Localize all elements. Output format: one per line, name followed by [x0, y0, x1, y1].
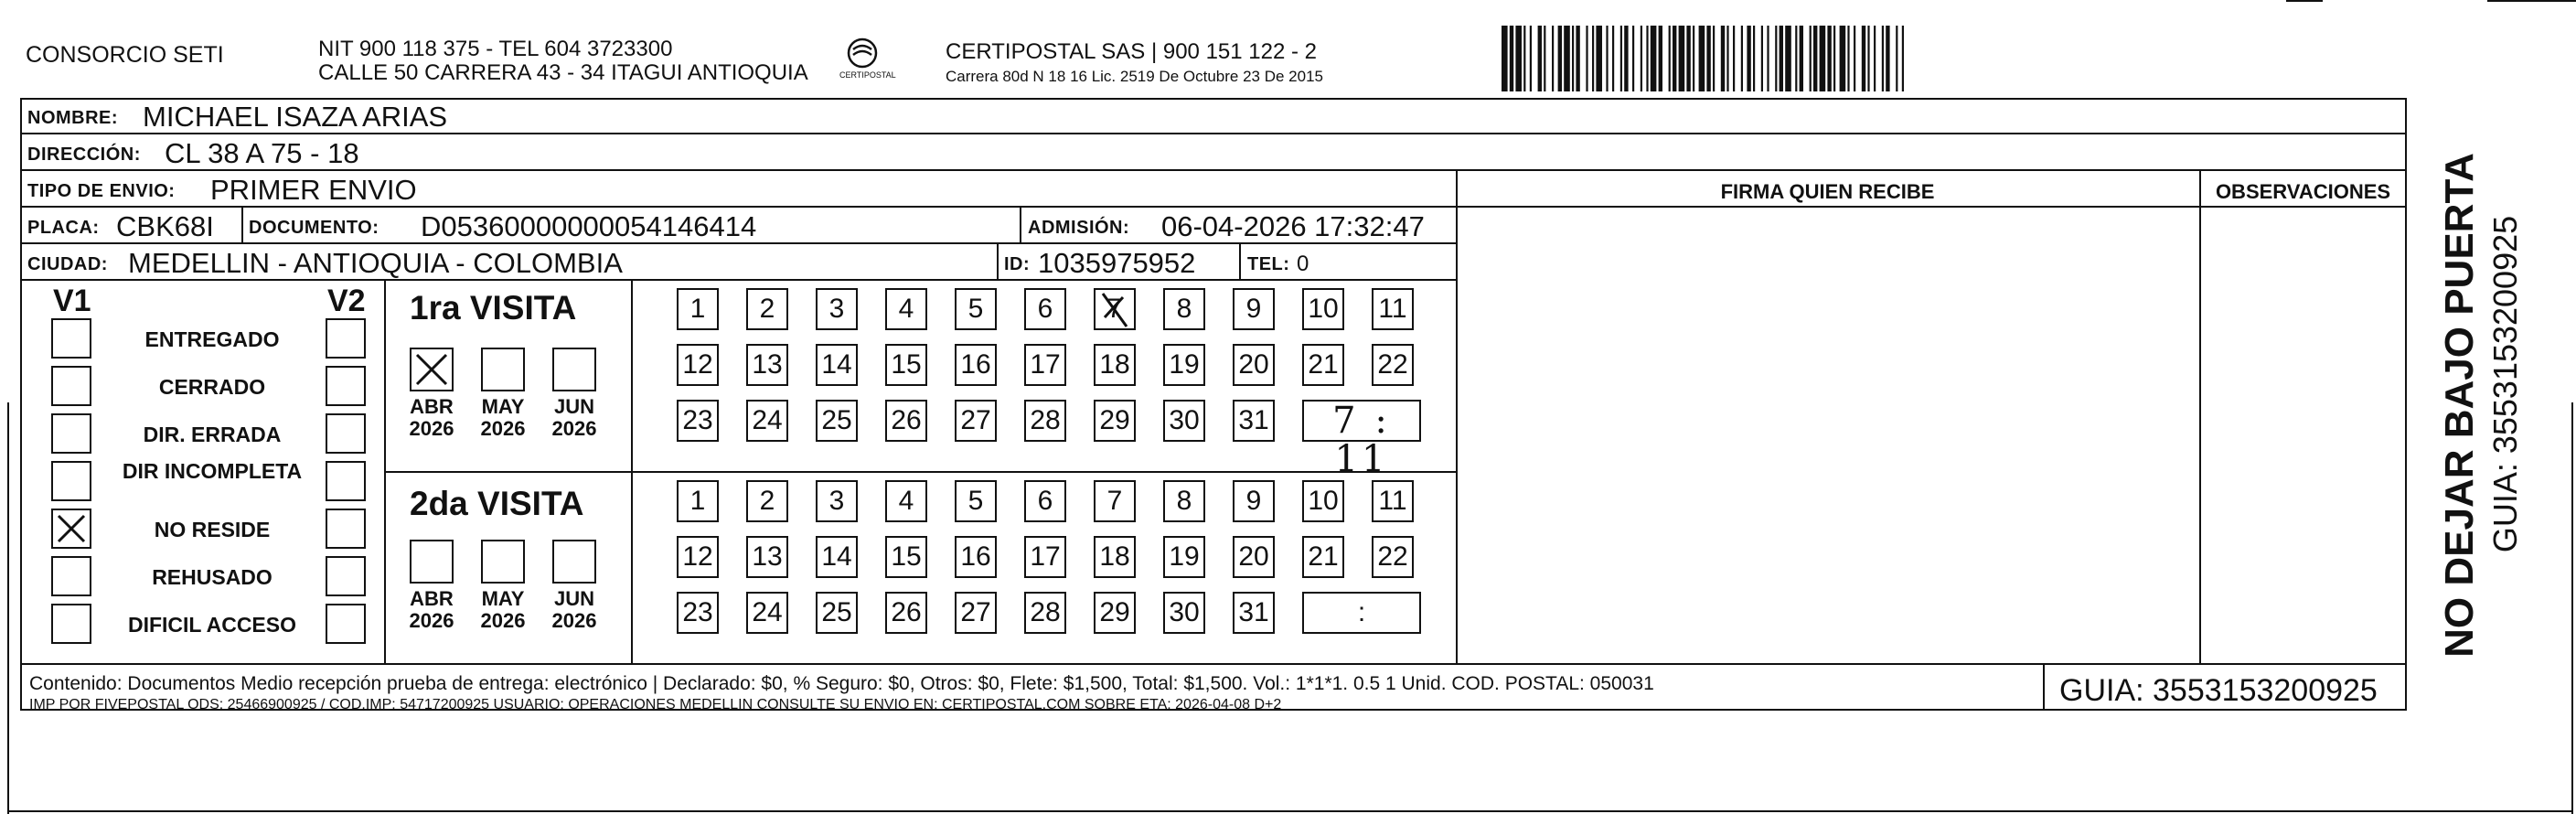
admision-value: 06-04-2026 17:32:47: [1161, 210, 1425, 242]
day-checkbox[interactable]: 22: [1372, 536, 1414, 578]
row-divider: [20, 279, 1456, 281]
status-checkbox-v1[interactable]: [51, 604, 91, 644]
month-checkbox[interactable]: [481, 348, 525, 391]
status-label: ENTREGADO: [144, 327, 280, 351]
barcode-bar: [1679, 26, 1685, 91]
status-checkbox-v2[interactable]: [326, 604, 366, 644]
barcode-bar: [1612, 26, 1614, 91]
day-checkbox[interactable]: 20: [1233, 536, 1275, 578]
barcode-bar: [1753, 26, 1755, 91]
barcode-bar: [1775, 26, 1777, 91]
barcode-bar: [1699, 26, 1705, 91]
month-label: MAY 2026: [480, 395, 526, 441]
status-checkbox-v1[interactable]: [51, 366, 91, 406]
status-checkbox-v2[interactable]: [326, 318, 366, 359]
v1-header: V1: [53, 284, 91, 318]
month-checkbox[interactable]: [552, 348, 596, 391]
day-checkbox[interactable]: 31: [1233, 400, 1275, 442]
barcode-bar: [1800, 26, 1803, 91]
barcode-bar: [1847, 26, 1849, 91]
barcode-bar: [1886, 26, 1889, 91]
row-divider: [20, 206, 2407, 208]
visit-divider: [384, 471, 1456, 473]
day-checkbox[interactable]: 17: [1024, 536, 1066, 578]
day-checkbox[interactable]: 23: [677, 400, 719, 442]
tel-label: TEL:: [1247, 254, 1290, 274]
status-label: DIFICIL ACCESO: [127, 613, 296, 637]
day-checkbox[interactable]: 22: [1372, 344, 1414, 386]
barcode-bar: [1813, 26, 1817, 91]
day-checkbox[interactable]: 9: [1233, 480, 1275, 522]
barcode-bar: [1564, 26, 1570, 91]
status-checkbox-v2[interactable]: [326, 413, 366, 454]
status-checkbox-v2[interactable]: [326, 509, 366, 549]
certipostal-logo: [839, 37, 896, 88]
status-checkbox-v2[interactable]: [326, 461, 366, 501]
barcode-bar: [1721, 26, 1725, 91]
barcode-bar: [1713, 26, 1715, 91]
certipostal-line: CERTIPOSTAL SAS | 900 151 122 - 2: [946, 39, 1317, 64]
day-checkbox[interactable]: 5: [955, 288, 997, 330]
address-line: CALLE 50 CARRERA 43 - 34 ITAGUI ANTIOQUIA: [318, 60, 808, 85]
status-checkbox-v1[interactable]: [51, 556, 91, 596]
barcode-bar: [1874, 26, 1876, 91]
tipo-envio-value: PRIMER ENVIO: [210, 174, 417, 206]
day-checkbox[interactable]: 23: [677, 592, 719, 634]
day-checkbox[interactable]: 30: [1163, 592, 1205, 634]
day-checkbox[interactable]: [1094, 288, 1136, 330]
day-checkbox[interactable]: 21: [1302, 344, 1344, 386]
day-checkbox[interactable]: 26: [885, 592, 927, 634]
col-divider: [1456, 169, 1458, 663]
day-checkbox[interactable]: 26: [885, 400, 927, 442]
barcode-bar: [1515, 26, 1522, 91]
v2-header: V2: [327, 284, 366, 318]
day-checkbox[interactable]: 1: [677, 480, 719, 522]
barcode-bar: [1502, 26, 1508, 91]
day-checkbox[interactable]: 18: [1094, 536, 1136, 578]
day-checkbox[interactable]: 9: [1233, 288, 1275, 330]
ciudad-label: CIUDAD:: [27, 254, 108, 274]
barcode-bar: [1741, 26, 1743, 91]
day-checkbox[interactable]: 14: [816, 344, 858, 386]
day-checkbox[interactable]: 2: [746, 480, 788, 522]
day-checkbox[interactable]: 29: [1094, 400, 1136, 442]
barcode-bar: [1572, 26, 1574, 91]
direccion-value: CL 38 A 75 - 18: [165, 137, 359, 169]
side-warning: NO DEJAR BAJO PUERTA: [2437, 153, 2482, 658]
day-checkbox[interactable]: 30: [1163, 400, 1205, 442]
month-label: JUN 2026: [551, 587, 597, 633]
visit2-title: 2da VISITA: [410, 485, 584, 522]
side-guia: GUIA: 3553153200925: [2486, 215, 2524, 553]
barcode-bar: [1659, 26, 1662, 91]
month-checkbox[interactable]: [410, 540, 454, 584]
status-label: DIR INCOMPLETA: [122, 459, 303, 483]
barcode-bar: [1693, 26, 1694, 91]
cell-divider: [1239, 242, 1241, 279]
direccion-label: DIRECCIÓN:: [27, 145, 141, 165]
status-checkbox-v1[interactable]: [51, 461, 91, 501]
day-checkbox[interactable]: 17: [1024, 344, 1066, 386]
barcode-bar: [1733, 26, 1735, 91]
day-checkbox[interactable]: 25: [816, 400, 858, 442]
observaciones-header: OBSERVACIONES: [2215, 180, 2391, 203]
day-checkbox[interactable]: 28: [1024, 592, 1066, 634]
status-checkbox-v1[interactable]: [51, 509, 91, 549]
barcode-bar: [1592, 26, 1594, 91]
footer-divider: [2043, 663, 2045, 711]
row-divider: [20, 663, 2407, 665]
day-checkbox[interactable]: 3: [816, 288, 858, 330]
day-checkbox[interactable]: 20: [1233, 344, 1275, 386]
day-checkbox[interactable]: 31: [1233, 592, 1275, 634]
barcode-bar: [1840, 26, 1846, 91]
day-checkbox[interactable]: 16: [955, 536, 997, 578]
firma-header: FIRMA QUIEN RECIBE: [1720, 180, 1935, 203]
barcode-bar: [1795, 26, 1797, 91]
status-checkbox-v1[interactable]: [51, 318, 91, 359]
day-checkbox[interactable]: 27: [955, 400, 997, 442]
barcode-bar: [1586, 26, 1587, 91]
day-checkbox[interactable]: 4: [885, 480, 927, 522]
cell-divider: [997, 242, 999, 279]
nit-line: NIT 900 118 375 - TEL 604 3723300: [318, 37, 673, 61]
barcode-bar: [1632, 26, 1634, 91]
day-checkbox[interactable]: 2: [746, 288, 788, 330]
day-checkbox[interactable]: 8: [1163, 288, 1205, 330]
corner-mark: [2286, 0, 2323, 2]
guia-box: GUIA: 3553153200925: [2059, 673, 2378, 708]
logo-text: CERTIPOSTAL: [839, 70, 896, 80]
day-checkbox[interactable]: 24: [746, 400, 788, 442]
admision-label: ADMISIÓN:: [1028, 218, 1130, 238]
row-divider: [20, 133, 2407, 134]
status-checkbox-v1[interactable]: [51, 413, 91, 454]
barcode-bar: [1641, 26, 1642, 91]
id-value: 1035975952: [1038, 247, 1196, 279]
day-checkbox[interactable]: 25: [816, 592, 858, 634]
placa-label: PLACA:: [27, 218, 100, 238]
license-line: Carrera 80d N 18 16 Lic. 2519 De Octubre 23 De 2015: [946, 68, 1323, 85]
barcode-bar: [1544, 26, 1545, 91]
barcode-bar: [1854, 26, 1855, 91]
ciudad-value: MEDELLIN - ANTIOQUIA - COLOMBIA: [128, 247, 623, 279]
documento-value: D05360000000054146414: [421, 210, 757, 242]
day-checkbox[interactable]: 11: [1372, 480, 1414, 522]
documento-label: DOCUMENTO:: [249, 218, 379, 238]
status-label: NO RESIDE: [154, 518, 271, 541]
month-checkbox[interactable]: [410, 348, 454, 391]
status-checkbox-v2[interactable]: [326, 556, 366, 596]
barcode-bar: [1706, 26, 1710, 91]
page-edge: [7, 402, 9, 814]
barcode-bar: [1596, 26, 1602, 91]
barcode-bar: [1862, 26, 1865, 91]
cell-divider: [1020, 206, 1021, 242]
corner-mark: [2487, 0, 2576, 2]
barcode-bar: [1820, 26, 1826, 91]
day-checkbox[interactable]: 3: [816, 480, 858, 522]
day-checkbox[interactable]: 14: [816, 536, 858, 578]
time-box[interactable]: :: [1302, 592, 1421, 634]
company-name: CONSORCIO SETI: [26, 42, 224, 68]
barcode-bar: [1651, 26, 1657, 91]
barcode-bar: [1882, 26, 1884, 91]
barcode-bar: [1646, 26, 1648, 91]
page-edge: [7, 810, 2573, 812]
day-checkbox[interactable]: 13: [746, 536, 788, 578]
day-checkbox[interactable]: 16: [955, 344, 997, 386]
barcode-bar: [1726, 26, 1728, 91]
day-checkbox[interactable]: 1: [677, 288, 719, 330]
tel-value: 0: [1297, 252, 1309, 276]
month-checkbox[interactable]: [552, 540, 596, 584]
barcode-bar: [1576, 26, 1579, 91]
month-label: ABR 2026: [409, 395, 454, 441]
visit1-title: 1ra VISITA: [410, 289, 577, 327]
barcode-bar: [1780, 26, 1783, 91]
barcode-bar: [1673, 26, 1676, 91]
status-checkbox-v2[interactable]: [326, 366, 366, 406]
day-checkbox[interactable]: 10: [1302, 288, 1344, 330]
barcode-bar: [1558, 26, 1562, 91]
id-label: ID:: [1004, 254, 1031, 274]
col-divider: [2199, 169, 2201, 663]
day-checkbox[interactable]: 12: [677, 536, 719, 578]
day-checkbox[interactable]: 19: [1163, 344, 1205, 386]
barcode: [1500, 26, 2213, 94]
nombre-label: NOMBRE:: [27, 108, 119, 128]
barcode-bar: [1747, 26, 1750, 91]
page-edge: [2571, 402, 2573, 814]
barcode-bar: [1669, 26, 1671, 91]
day-checkbox[interactable]: 10: [1302, 480, 1344, 522]
status-label: CERRADO: [158, 375, 266, 399]
month-label: ABR 2026: [409, 587, 454, 633]
barcode-bar: [1761, 26, 1763, 91]
barcode-bar: [1620, 26, 1622, 91]
barcode-bar: [1523, 26, 1525, 91]
day-number: 7: [1106, 294, 1123, 324]
day-checkbox[interactable]: 29: [1094, 592, 1136, 634]
day-checkbox[interactable]: 12: [677, 344, 719, 386]
day-checkbox[interactable]: 27: [955, 592, 997, 634]
status-label: REHUSADO: [152, 565, 273, 589]
barcode-bar: [1902, 26, 1904, 91]
day-checkbox[interactable]: 15: [885, 344, 927, 386]
barcode-bar: [1833, 26, 1835, 91]
tipo-envio-label: TIPO DE ENVIO:: [27, 181, 176, 201]
barcode-bar: [1606, 26, 1608, 91]
day-checkbox[interactable]: 19: [1163, 536, 1205, 578]
footer-line1: Contenido: Documentos Medio recepción prueba de entrega: electrónico | Declarado: $0, % Seguro: $0, Otros: $0, Flete: $1,500, Total: $1,500. Vol.: 1*1*1. 0.5 1 Unid. COD. POSTAL: 050031: [29, 673, 1654, 694]
barcode-bar: [1552, 26, 1554, 91]
placa-value: CBK68I: [116, 210, 214, 242]
day-checkbox[interactable]: 18: [1094, 344, 1136, 386]
footer-line2: IMP POR FIVEPOSTAL ODS: 25466900925 / COD.IMP: 54717200925 USUARIO: OPERACIONES MEDELLIN CONSULTE SU ENVIO EN: CERTIPOSTAL.COM SOBRE ETA: 2026-04-08 D+2: [29, 697, 1282, 712]
day-checkbox[interactable]: 24: [746, 592, 788, 634]
row-divider: [20, 169, 2407, 171]
day-checkbox[interactable]: 21: [1302, 536, 1344, 578]
month-checkbox[interactable]: [481, 540, 525, 584]
barcode-bar: [1767, 26, 1769, 91]
month-label: MAY 2026: [480, 587, 526, 633]
barcode-bar: [1785, 26, 1791, 91]
day-checkbox[interactable]: 11: [1372, 288, 1414, 330]
status-label: DIR. ERRADA: [143, 423, 282, 446]
cell-divider: [241, 206, 243, 242]
time-box[interactable]: 7 : 11: [1302, 400, 1421, 442]
barcode-bar: [1827, 26, 1831, 91]
barcode-bar: [1867, 26, 1869, 91]
barcode-bar: [1686, 26, 1690, 91]
barcode-bar: [1896, 26, 1897, 91]
day-checkbox[interactable]: 28: [1024, 400, 1066, 442]
day-checkbox[interactable]: 8: [1163, 480, 1205, 522]
day-checkbox[interactable]: 4: [885, 288, 927, 330]
barcode-bar: [1538, 26, 1542, 91]
day-checkbox[interactable]: 6: [1024, 480, 1066, 522]
nombre-value: MICHAEL ISAZA ARIAS: [143, 101, 448, 133]
barcode-bar: [1624, 26, 1628, 91]
day-checkbox[interactable]: 13: [746, 344, 788, 386]
day-checkbox[interactable]: 6: [1024, 288, 1066, 330]
barcode-bar: [1510, 26, 1513, 91]
day-checkbox[interactable]: 5: [955, 480, 997, 522]
barcode-bar: [1530, 26, 1532, 91]
month-label: JUN 2026: [551, 395, 597, 441]
day-checkbox[interactable]: 15: [885, 536, 927, 578]
barcode-bar: [1810, 26, 1812, 91]
day-checkbox[interactable]: 7: [1094, 480, 1136, 522]
